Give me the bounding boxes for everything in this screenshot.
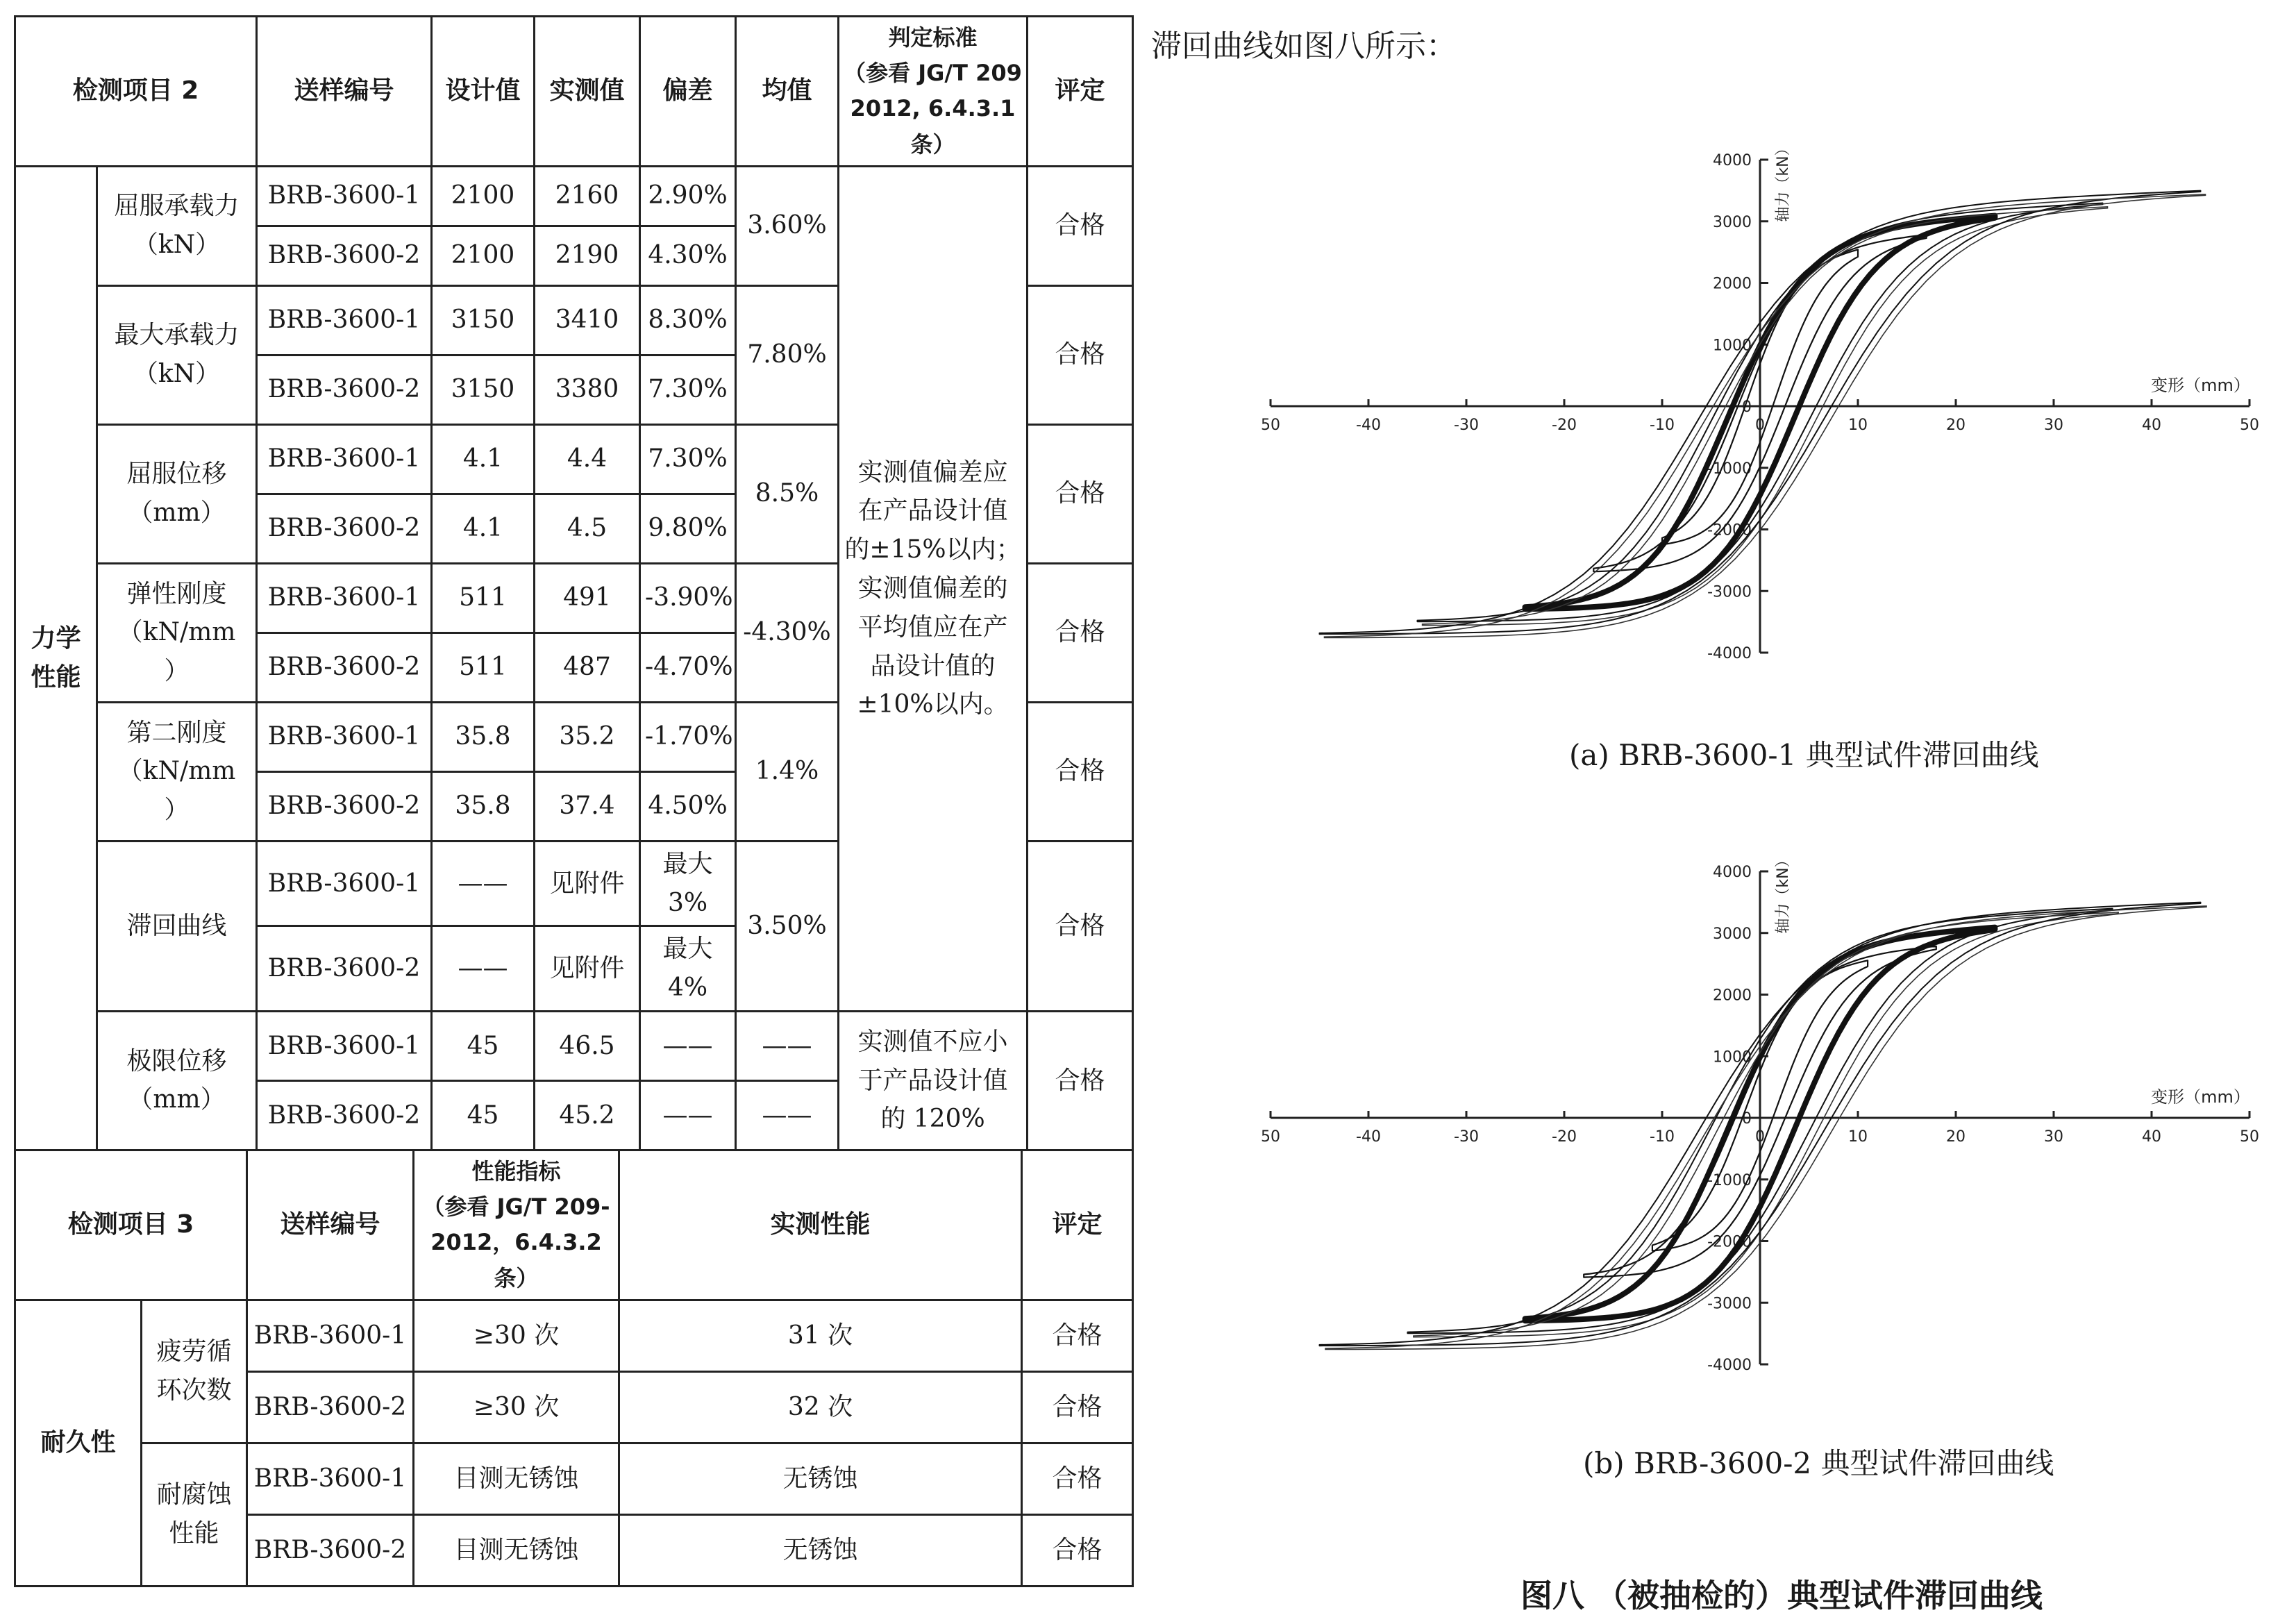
x-tick-label: -20 — [1552, 1128, 1577, 1146]
header-sample: 送样编号 — [257, 17, 432, 167]
sample-id: BRB-3600-1 — [257, 424, 432, 494]
design-value: 45 — [432, 1011, 535, 1080]
performance-index: 目测无锈蚀 — [414, 1514, 619, 1586]
standard-text: 实测值偏差应 在产品设计值 的±15%以内； 实测值偏差的 平均值应在产 品设计值的 ±10%以内。 — [839, 166, 1028, 1011]
property-label: 疲劳循 环次数 — [142, 1300, 247, 1443]
measured-value: 2160 — [535, 166, 640, 226]
sample-id: BRB-3600-1 — [257, 166, 432, 226]
header-deviation: 偏差 — [640, 17, 736, 167]
design-value: —— — [432, 926, 535, 1012]
property-label: 屈服位移 （mm） — [97, 424, 257, 563]
deviation-value: -1.70% — [640, 702, 736, 771]
table-row — [15, 1300, 1133, 1371]
sample-id: BRB-3600-2 — [257, 1080, 432, 1150]
design-value: 4.1 — [432, 494, 535, 563]
y-tick-label: 3000 — [1713, 213, 1752, 231]
measured-value: 见附件 — [535, 926, 640, 1012]
mean-value: 3.60% — [736, 166, 839, 285]
x-tick-label: 10 — [1848, 1128, 1868, 1146]
verdict: 合格 — [1028, 166, 1133, 285]
measured-value: 3380 — [535, 355, 640, 424]
table2-body — [15, 166, 1133, 1150]
mean-value: —— — [736, 1011, 839, 1080]
measured-value: 4.4 — [535, 424, 640, 494]
header-verdict: 评定 — [1028, 17, 1133, 167]
y-axis-label: 轴力（kN） — [1775, 140, 1792, 222]
y-tick-label: -1000 — [1707, 1171, 1752, 1189]
y-tick-label: -3000 — [1707, 1295, 1752, 1313]
group-label: 力学 性能 — [15, 166, 97, 1150]
table3-body — [15, 1300, 1133, 1586]
measured-value: 2190 — [535, 226, 640, 285]
hysteresis-chart-b — [1261, 851, 2277, 1392]
design-value: 511 — [432, 633, 535, 702]
x-tick-label: 0 — [1755, 1128, 1765, 1146]
sample-id: BRB-3600-2 — [257, 926, 432, 1012]
sample-id: BRB-3600-1 — [257, 1011, 432, 1080]
y-tick-label: 3000 — [1713, 925, 1752, 943]
test-results-tables — [14, 15, 1132, 1587]
header3-measured: 实测性能 — [619, 1150, 1022, 1300]
sample-id: BRB-3600-2 — [247, 1514, 414, 1586]
deviation-value: -4.70% — [640, 633, 736, 702]
sample-id: BRB-3600-1 — [257, 702, 432, 771]
verdict: 合格 — [1028, 1011, 1133, 1150]
verdict: 合格 — [1022, 1300, 1133, 1371]
x-axis-label: 变形（mm） — [2151, 376, 2250, 395]
property-label: 最大承载力 （kN） — [97, 285, 257, 424]
sample-id: BRB-3600-1 — [247, 1443, 414, 1514]
y-tick-label: -3000 — [1707, 583, 1752, 601]
hysteresis-chart-a — [1261, 139, 2277, 680]
x-tick-label: 40 — [2142, 1128, 2161, 1146]
property-label: 滞回曲线 — [97, 841, 257, 1011]
measured-value: 35.2 — [535, 702, 640, 771]
measured-value: 3410 — [535, 285, 640, 355]
deviation-value: 4.30% — [640, 226, 736, 285]
header-item: 检测项目 2 — [15, 17, 257, 167]
measured-value: 见附件 — [535, 841, 640, 926]
hysteresis-loop — [1423, 207, 2108, 626]
x-axis-label: 变形（mm） — [2151, 1087, 2250, 1107]
y-tick-label: 0 — [1742, 399, 1752, 416]
x-tick-label: -40 — [1356, 417, 1381, 434]
property-label: 弹性刚度 （kN/mm ） — [97, 563, 257, 702]
mean-value: 8.5% — [736, 424, 839, 563]
deviation-value: 9.80% — [640, 494, 736, 563]
verdict: 合格 — [1028, 563, 1133, 702]
header-mean: 均值 — [736, 17, 839, 167]
x-tick-label: -30 — [1454, 1128, 1479, 1146]
property-label: 极限位移 （mm） — [97, 1011, 257, 1150]
measured-value: 487 — [535, 633, 640, 702]
mean-value: —— — [736, 1080, 839, 1150]
y-tick-label: -4000 — [1707, 1357, 1752, 1374]
deviation-value: -3.90% — [640, 563, 736, 633]
measured-performance: 无锈蚀 — [619, 1443, 1022, 1514]
figure-intro: 滞回曲线如图八所示： — [1151, 28, 1457, 64]
performance-index: ≥30 次 — [414, 1300, 619, 1371]
header3-index: 性能指标 （参看 JG/T 209- 2012，6.4.3.2 条） — [414, 1150, 619, 1300]
verdict: 合格 — [1022, 1371, 1133, 1443]
y-tick-label: -4000 — [1707, 645, 1752, 662]
x-tick-label: -30 — [1454, 417, 1479, 434]
deviation-value: —— — [640, 1011, 736, 1080]
x-tick-label: 30 — [2044, 1128, 2063, 1146]
deviation-value: 最大 4% — [640, 926, 736, 1012]
x-tick-label: 20 — [1946, 417, 1966, 434]
y-axis-label: 轴力（kN） — [1775, 852, 1792, 934]
verdict: 合格 — [1022, 1514, 1133, 1586]
design-value: 2100 — [432, 166, 535, 226]
deviation-value: 8.30% — [640, 285, 736, 355]
mean-value: 1.4% — [736, 702, 839, 841]
table-mechanical-properties — [14, 15, 1134, 1151]
sample-id: BRB-3600-1 — [247, 1300, 414, 1371]
verdict: 合格 — [1028, 702, 1133, 841]
design-value: 45 — [432, 1080, 535, 1150]
caption-a: (a) BRB-3600-1 典型试件滞回曲线 — [1569, 738, 2039, 772]
mean-value: 7.80% — [736, 285, 839, 424]
x-tick-label: 30 — [2044, 417, 2063, 434]
design-value: 511 — [432, 563, 535, 633]
verdict: 合格 — [1028, 285, 1133, 424]
sample-id: BRB-3600-2 — [257, 633, 432, 702]
x-tick-label: -20 — [1552, 417, 1577, 434]
measured-performance: 无锈蚀 — [619, 1514, 1022, 1586]
mean-value: 3.50% — [736, 841, 839, 1011]
x-tick-label: 50 — [1261, 417, 1280, 434]
x-tick-label: -10 — [1650, 417, 1675, 434]
y-tick-label: 1000 — [1713, 337, 1752, 355]
group-label: 耐久性 — [15, 1300, 142, 1586]
deviation-value: 最大 3% — [640, 841, 736, 926]
mean-value: -4.30% — [736, 563, 839, 702]
measured-value: 4.5 — [535, 494, 640, 563]
verdict: 合格 — [1028, 424, 1133, 563]
header3-sample: 送样编号 — [247, 1150, 414, 1300]
sample-id: BRB-3600-1 — [257, 563, 432, 633]
x-tick-label: 50 — [2240, 417, 2259, 434]
verdict: 合格 — [1022, 1443, 1133, 1514]
header-design: 设计值 — [432, 17, 535, 167]
figure-caption: 图八 （被抽检的）典型试件滞回曲线 — [1520, 1577, 2043, 1614]
performance-index: ≥30 次 — [414, 1371, 619, 1443]
figures-panel — [1139, 0, 2284, 1624]
x-tick-label: 20 — [1946, 1128, 1966, 1146]
design-value: —— — [432, 841, 535, 926]
deviation-value: 2.90% — [640, 166, 736, 226]
x-tick-label: 50 — [2240, 1128, 2259, 1146]
table-row — [15, 1011, 1133, 1080]
y-tick-label: 2000 — [1713, 275, 1752, 293]
property-label: 第二刚度 （kN/mm ） — [97, 702, 257, 841]
table-row — [15, 1443, 1133, 1514]
table-durability — [14, 1149, 1134, 1587]
y-tick-label: -2000 — [1707, 1233, 1752, 1251]
property-label: 耐腐蚀 性能 — [142, 1443, 247, 1586]
header3-verdict: 评定 — [1022, 1150, 1133, 1300]
standard-text-limit: 实测值不应小 于产品设计值 的 120% — [839, 1011, 1028, 1150]
header-standard: 判定标准 （参看 JG/T 209 2012, 6.4.3.1 条） — [839, 17, 1028, 167]
deviation-value: —— — [640, 1080, 736, 1150]
sample-id: BRB-3600-2 — [257, 771, 432, 841]
y-tick-label: 4000 — [1713, 864, 1752, 881]
design-value: 35.8 — [432, 771, 535, 841]
deviation-value: 7.30% — [640, 424, 736, 494]
y-tick-label: 0 — [1742, 1110, 1752, 1128]
deviation-value: 4.50% — [640, 771, 736, 841]
property-label: 屈服承载力 （kN） — [97, 166, 257, 285]
design-value: 3150 — [432, 285, 535, 355]
x-tick-label: 10 — [1848, 417, 1868, 434]
measured-performance: 32 次 — [619, 1371, 1022, 1443]
performance-index: 目测无锈蚀 — [414, 1443, 619, 1514]
y-tick-label: 1000 — [1713, 1048, 1752, 1066]
x-tick-label: -40 — [1356, 1128, 1381, 1146]
sample-id: BRB-3600-2 — [257, 226, 432, 285]
sample-id: BRB-3600-2 — [247, 1371, 414, 1443]
measured-value: 37.4 — [535, 771, 640, 841]
measured-value: 46.5 — [535, 1011, 640, 1080]
verdict: 合格 — [1028, 841, 1133, 1011]
y-tick-label: -2000 — [1707, 521, 1752, 539]
deviation-value: 7.30% — [640, 355, 736, 424]
sample-id: BRB-3600-2 — [257, 355, 432, 424]
sample-id: BRB-3600-1 — [257, 285, 432, 355]
sample-id: BRB-3600-2 — [257, 494, 432, 563]
hysteresis-loop — [1414, 912, 2118, 1337]
header3-item: 检测项目 3 — [15, 1150, 247, 1300]
design-value: 3150 — [432, 355, 535, 424]
y-tick-label: 2000 — [1713, 987, 1752, 1005]
table-row — [15, 166, 1133, 226]
header-measured: 实测值 — [535, 17, 640, 167]
y-tick-label: 4000 — [1713, 152, 1752, 169]
x-tick-label: 50 — [1261, 1128, 1280, 1146]
design-value: 35.8 — [432, 702, 535, 771]
x-tick-label: 0 — [1755, 417, 1765, 434]
x-tick-label: 40 — [2142, 417, 2161, 434]
measured-value: 45.2 — [535, 1080, 640, 1150]
y-tick-label: -1000 — [1707, 460, 1752, 478]
design-value: 2100 — [432, 226, 535, 285]
sample-id: BRB-3600-1 — [257, 841, 432, 926]
design-value: 4.1 — [432, 424, 535, 494]
measured-performance: 31 次 — [619, 1300, 1022, 1371]
measured-value: 491 — [535, 563, 640, 633]
caption-b: (b) BRB-3600-2 典型试件滞回曲线 — [1583, 1446, 2054, 1480]
x-tick-label: -10 — [1650, 1128, 1675, 1146]
